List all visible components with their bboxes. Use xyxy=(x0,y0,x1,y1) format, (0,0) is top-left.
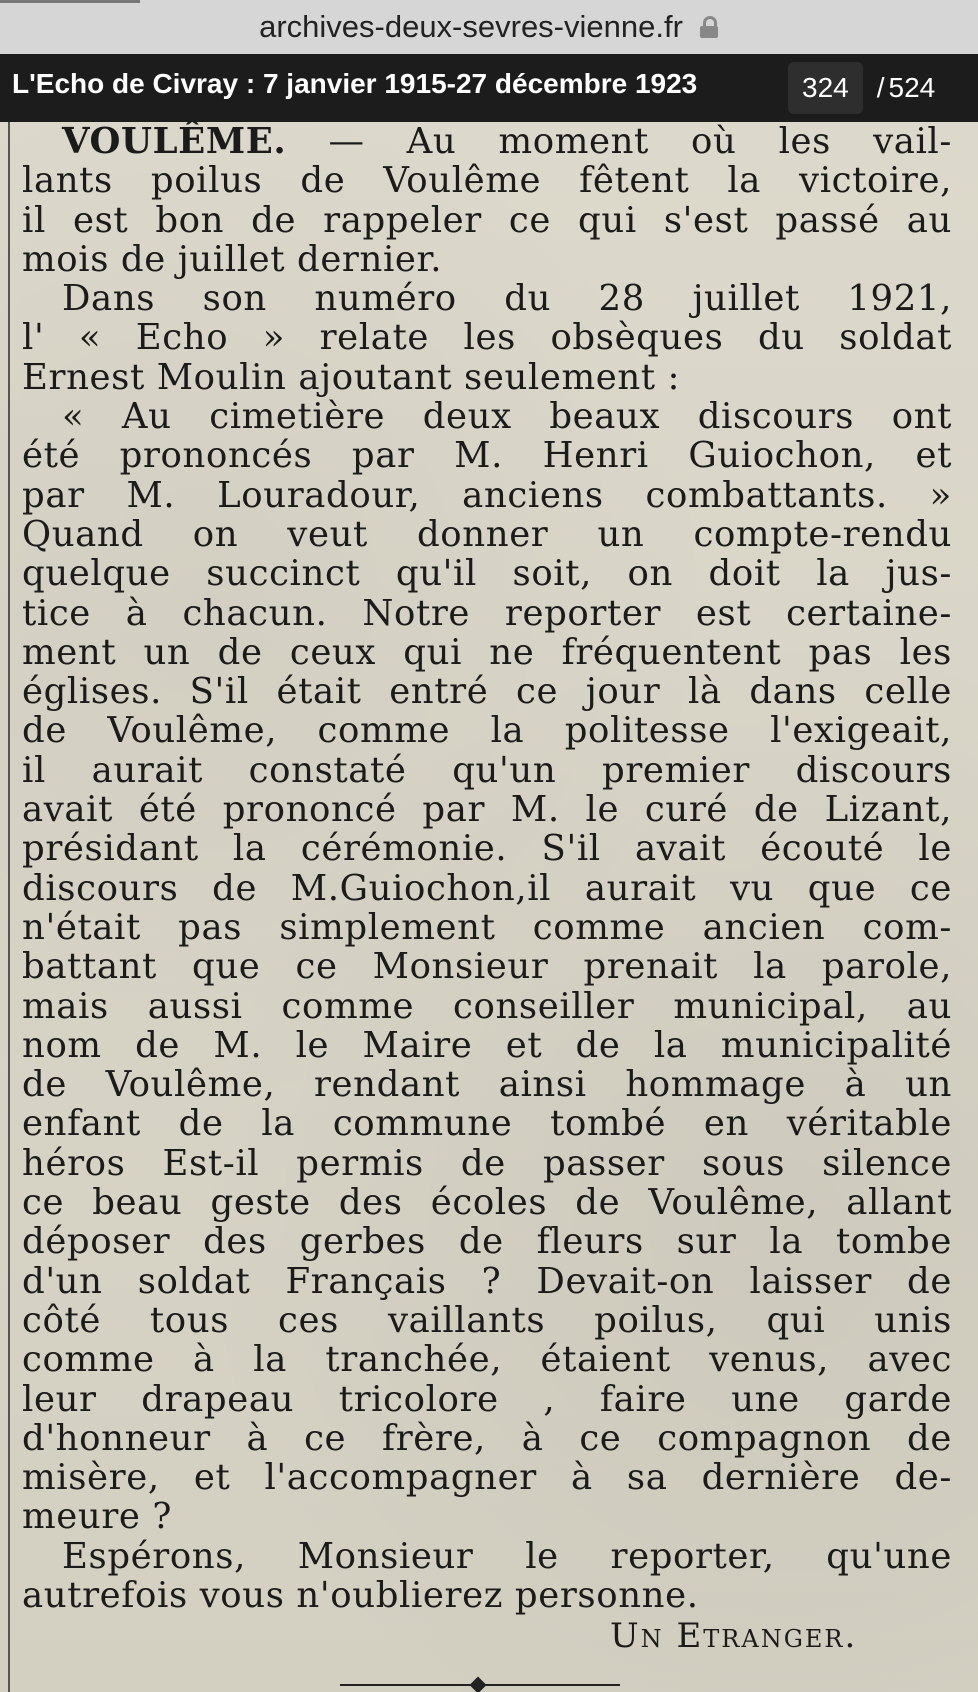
document-title: L'Echo de Civray : 7 janvier 1915-27 décembre 1923 xyxy=(12,68,698,99)
article-line: quelque succinct qu'il soit, on doit la jus- xyxy=(22,553,952,595)
section-divider xyxy=(340,1678,620,1692)
article-line: présidant la cérémonie. S'il avait écouté le xyxy=(22,828,952,870)
article-text xyxy=(22,122,952,1615)
article-line: côté tous ces vaillants poilus, qui unis xyxy=(22,1299,952,1341)
article-line: églises. S'il était entré ce jour là dans celle xyxy=(22,671,952,713)
article-signature: Un Etranger. xyxy=(610,1616,858,1656)
article-line: l' « Echo » relate les obsèques du soldat xyxy=(22,317,952,359)
article-line: d'un soldat Français ? Devait-on laisser de xyxy=(22,1260,952,1302)
page-counter xyxy=(788,58,974,118)
article-line: ce beau geste des écoles de Voulême, allant xyxy=(22,1182,952,1224)
article-line: déposer des gerbes de fleurs sur la tombe xyxy=(22,1221,952,1263)
article-line: autrefois vous n'oublierez personne. xyxy=(22,1574,699,1616)
url-display[interactable] xyxy=(259,9,719,45)
article-line: lants poilus de Voulême fêtent la victoire, xyxy=(22,160,952,202)
current-page-field[interactable]: 324 xyxy=(788,62,863,114)
article-line: d'honneur à ce frère, à ce compagnon de xyxy=(22,1417,952,1459)
article-line: enfant de la commune tombé en véritable xyxy=(22,1103,952,1145)
article-line: comme à la tranchée, étaient venus, avec xyxy=(22,1339,952,1381)
article-line: mois de juillet dernier. xyxy=(22,238,443,280)
article-line: VOULÊME. — Au moment où les vail- xyxy=(62,122,952,162)
article-line: ment un de ceux qui ne fréquentent pas les xyxy=(22,631,952,673)
article-line: Dans son numéro du 28 juillet 1921, xyxy=(62,278,952,320)
total-pages: 524 xyxy=(888,72,936,103)
article-line: Espérons, Monsieur le reporter, qu'une xyxy=(62,1535,952,1577)
article-line: discours de M.Guiochon,il aurait vu que ce xyxy=(22,867,952,909)
article-line: par M. Louradour, anciens combattants. » xyxy=(22,474,952,516)
browser-url-bar[interactable] xyxy=(0,0,978,54)
article-line: nom de M. le Maire et de la municipalité xyxy=(22,1024,952,1066)
url-text[interactable]: archives-deux-sevres-vienne.fr xyxy=(259,9,683,44)
article-line: Quand on veut donner un compte-rendu xyxy=(22,513,952,555)
article-line: « Au cimetière deux beaux discours ont xyxy=(62,396,952,438)
article-line: misère, et l'accompagner à sa dernière de- xyxy=(22,1457,952,1499)
article-lead: VOULÊME. xyxy=(62,122,287,162)
article-line: n'était pas simplement comme ancien com- xyxy=(22,906,952,948)
article-line: il aurait constaté qu'un premier discours xyxy=(22,749,952,791)
column-rule xyxy=(8,122,10,1692)
tab-strip-indicator xyxy=(0,0,140,3)
article-line: de Voulême, rendant ainsi hommage à un xyxy=(22,1064,952,1106)
article-line: tice à chacun. Notre reporter est certaine- xyxy=(22,592,952,634)
article-line: leur drapeau tricolore , faire une garde xyxy=(22,1378,952,1420)
article-line: été prononcés par M. Henri Guiochon, et xyxy=(22,435,952,477)
page-separator: / xyxy=(876,72,885,103)
article-line: battant que ce Monsieur prenait la parole, xyxy=(22,946,952,988)
article-line: il est bon de rappeler ce qui s'est passé au xyxy=(22,199,952,241)
article-line: mais aussi comme conseiller municipal, au xyxy=(22,985,952,1027)
scanned-page xyxy=(0,122,978,1692)
article-line: avait été prononcé par M. le curé de Lizant, xyxy=(22,789,952,831)
article-line: Ernest Moulin ajoutant seulement : xyxy=(22,356,681,398)
article-line: héros Est-il permis de passer sous silence xyxy=(22,1142,952,1184)
article-line: meure ? xyxy=(22,1496,173,1538)
article-line: de Voulême, comme la politesse l'exigeait, xyxy=(22,710,952,752)
viewer-header xyxy=(0,54,978,122)
lock-icon xyxy=(699,16,719,38)
